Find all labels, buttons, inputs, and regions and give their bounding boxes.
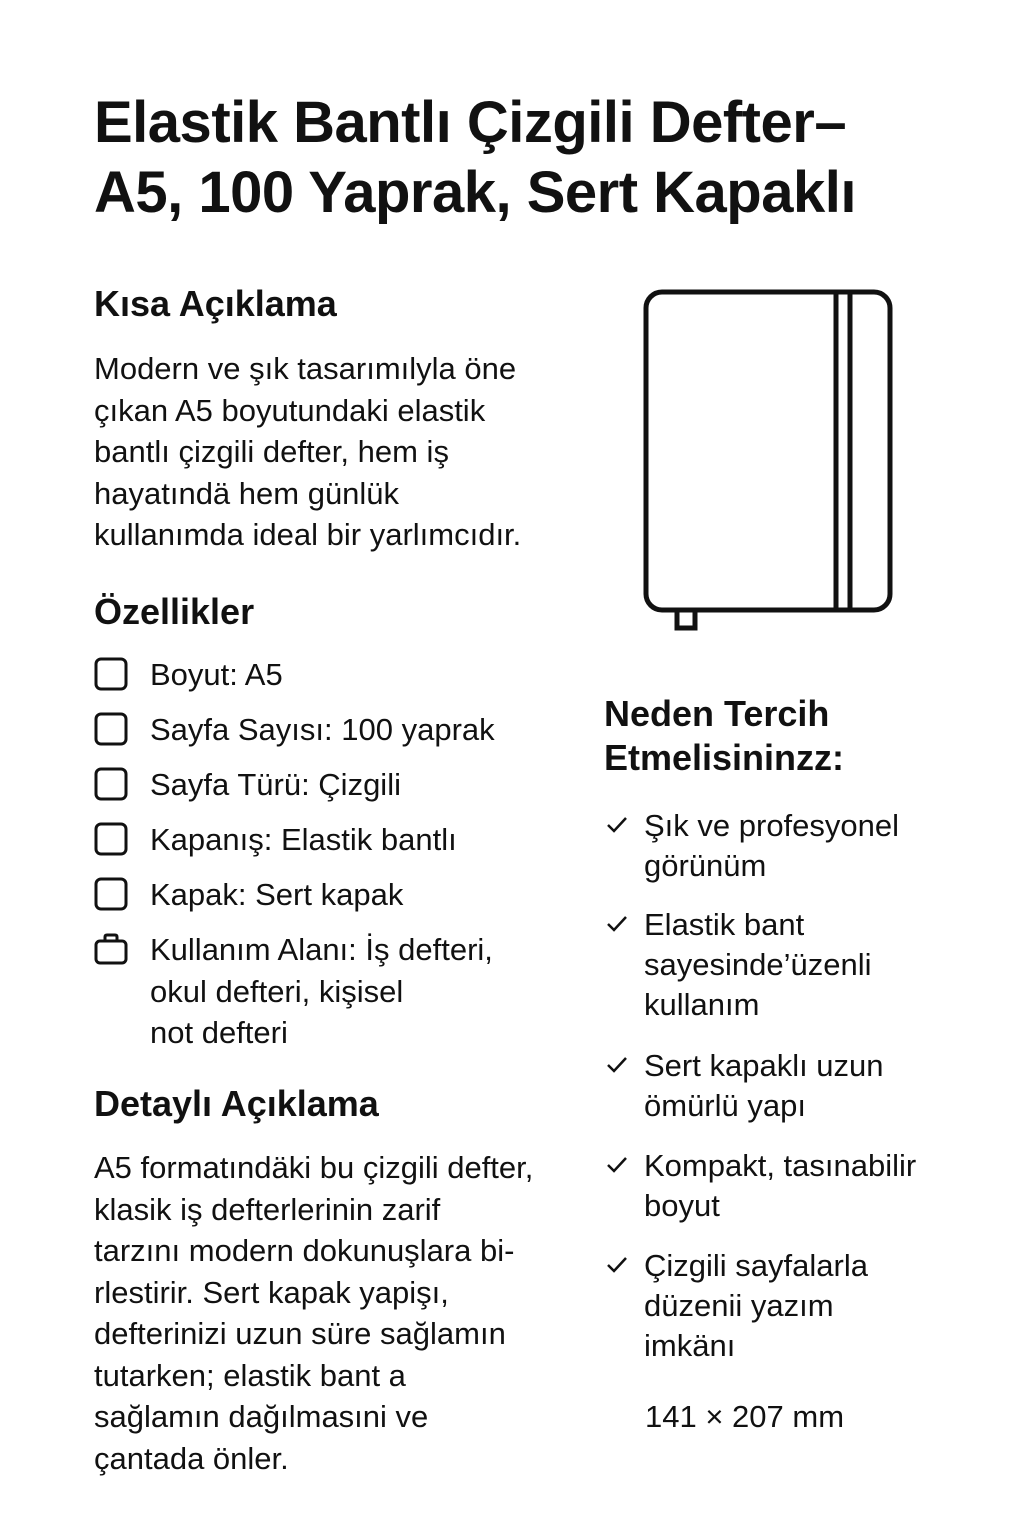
briefcase-icon xyxy=(94,932,128,966)
detailed-description-heading: Detaylı Açıklama xyxy=(94,1083,379,1124)
benefit-text: kullanım xyxy=(644,987,760,1022)
benefit-text: görünüm xyxy=(644,848,767,883)
feature-label: Kullanım Alanı: İş defteri, xyxy=(150,932,493,967)
short-description-line: Modern ve şık tasarımılyla öne xyxy=(94,351,517,386)
checkbox-icon xyxy=(94,822,128,856)
why-choose-heading-line: Etmelisininzz: xyxy=(604,737,845,778)
detailed-description-line: klasik iş defterlerinin zarif xyxy=(94,1191,441,1227)
feature-label: Kapanış: Elastik bantlı xyxy=(150,822,457,857)
detailed-description-line: sağlamın dağılmasıni ve xyxy=(94,1399,429,1434)
feature-item xyxy=(94,764,401,806)
benefit-text: Elastik bant xyxy=(644,907,805,942)
feature-label: Kapak: Sert kapak xyxy=(150,877,404,912)
checkbox-icon xyxy=(94,877,128,911)
why-choose-heading xyxy=(604,692,844,780)
benefit-text: Kompakt, tasınabilir xyxy=(644,1148,917,1183)
feature-item xyxy=(94,709,495,751)
feature-item xyxy=(94,819,457,861)
page-title xyxy=(94,88,974,228)
feature-label: Sayfa Türü: Çizgili xyxy=(150,767,401,802)
short-description-heading: Kısa Açıklama xyxy=(94,283,337,324)
benefit-item xyxy=(604,1146,916,1226)
short-description-line: hayatındä hem günlük xyxy=(94,475,400,511)
detailed-description-line: A5 formatındäki bu çizgili defter, xyxy=(94,1150,534,1185)
feature-label: Boyut: A5 xyxy=(150,657,283,692)
benefit-item xyxy=(604,905,871,1025)
benefit-text: Çizgili sayfalarla xyxy=(644,1248,868,1283)
feature-item xyxy=(94,874,403,916)
benefit-text: ömürlü yapı xyxy=(644,1088,806,1123)
benefit-text: Şık ve profesyonel xyxy=(644,808,900,843)
feature-item xyxy=(94,929,493,1054)
checkbox-icon xyxy=(94,712,128,746)
short-description xyxy=(94,348,594,556)
feature-item xyxy=(94,654,283,696)
short-description-line: bantlı çizgili defter, hem iş xyxy=(94,434,449,469)
title-line-2: A5, 100 Yaprak, Sert Kapaklı xyxy=(94,160,856,225)
short-description-line: kullanımda ideal bir yarlımcıdır. xyxy=(94,517,522,552)
benefit-text: sayesinde’üzenli xyxy=(644,947,872,982)
feature-label: okul defteri, kişisel xyxy=(150,973,404,1009)
feature-label: Sayfa Sayısı: 100 yaprak xyxy=(150,712,495,747)
detailed-description xyxy=(94,1147,594,1479)
title-line-1: Elastik Bantlı Çizgili Defter– xyxy=(94,90,847,155)
benefit-text: boyut xyxy=(644,1188,720,1223)
check-icon xyxy=(604,812,630,838)
benefit-item xyxy=(604,1246,868,1366)
check-icon xyxy=(604,1152,630,1178)
detailed-description-line: rlestirir. Sert kapak yapişı, xyxy=(94,1274,449,1310)
features-heading: Özellikler xyxy=(94,591,255,632)
check-icon xyxy=(604,1052,630,1078)
feature-label: not defteri xyxy=(150,1015,288,1050)
detailed-description-line: defterinizi uzun süre sağlamın xyxy=(94,1316,506,1351)
detailed-description-line: tarzını modern dokunuşlara bi- xyxy=(94,1233,515,1268)
checkbox-icon xyxy=(94,767,128,801)
why-choose-heading-line: Neden Tercih xyxy=(604,693,830,734)
benefit-text: düzenii yazım xyxy=(644,1288,834,1323)
detailed-description-line: tutarken; elastik bant a xyxy=(94,1357,406,1393)
dimensions-label: 141 × 207 mm xyxy=(645,1399,845,1434)
check-icon xyxy=(604,911,630,937)
checkbox-icon xyxy=(94,657,128,691)
benefit-text: imkänı xyxy=(644,1328,736,1363)
notebook-illustration xyxy=(640,286,900,636)
check-icon xyxy=(604,1252,630,1278)
benefit-item xyxy=(604,806,899,886)
detailed-description-line: çantada önler. xyxy=(94,1440,289,1476)
short-description-line: çıkan A5 boyutundaki elastik xyxy=(94,392,486,428)
benefit-text: Sert kapaklı uzun xyxy=(644,1048,884,1083)
benefit-item xyxy=(604,1046,884,1126)
